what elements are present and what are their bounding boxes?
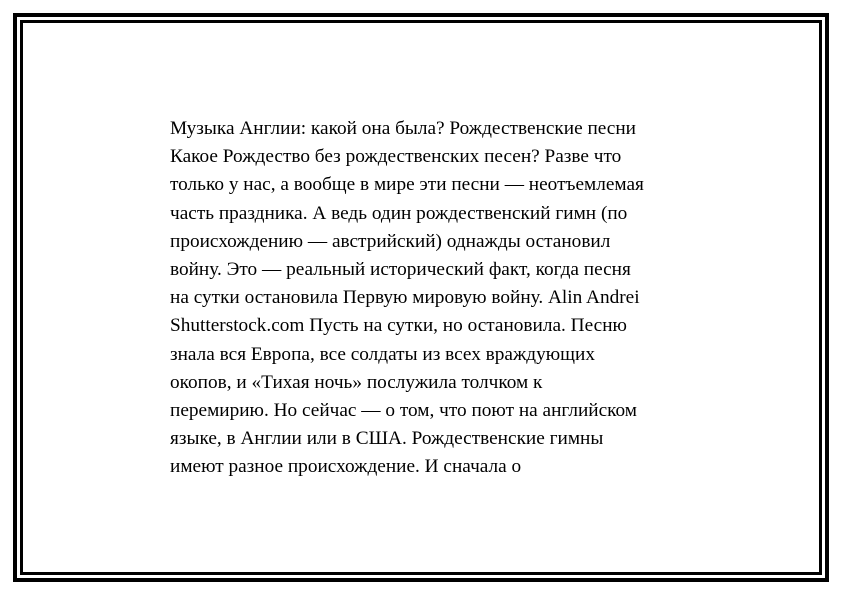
text-line: часть праздника. А ведь один рождественский гимн (по: [170, 202, 628, 224]
text-line: войну. Это — реальный исторический факт, когда песня: [170, 259, 631, 281]
text-line: Какое Рождество без рождественских песен? Разве что: [170, 146, 622, 168]
text-line: Музыка Англии: какой она была? Рождественские песни: [170, 118, 636, 139]
text-line: окопов, и «Тихая ночь» послужила толчком к: [170, 371, 543, 393]
body-text: [170, 115, 730, 482]
text-line: происхождению — австрийский) однажды остановил: [170, 230, 611, 252]
text-line: только у нас, а вообще в мире эти песни — неотъемлемая: [170, 174, 644, 196]
text-line: имеют разное происхождение. И сначала о: [170, 456, 522, 478]
text-line: на сутки остановила Первую мировую войну. Alin Andrei: [170, 287, 640, 309]
text-line: языке, в Англии или в США. Рождественские гимны: [170, 428, 604, 450]
text-line: знала вся Европа, все солдаты из всех враждующих: [170, 343, 595, 365]
text-line: перемирию. Но сейчас — о том, что поют на английском: [170, 400, 638, 422]
text-line: Shutterstock.com Пусть на сутки, но остановила. Песню: [170, 315, 627, 337]
